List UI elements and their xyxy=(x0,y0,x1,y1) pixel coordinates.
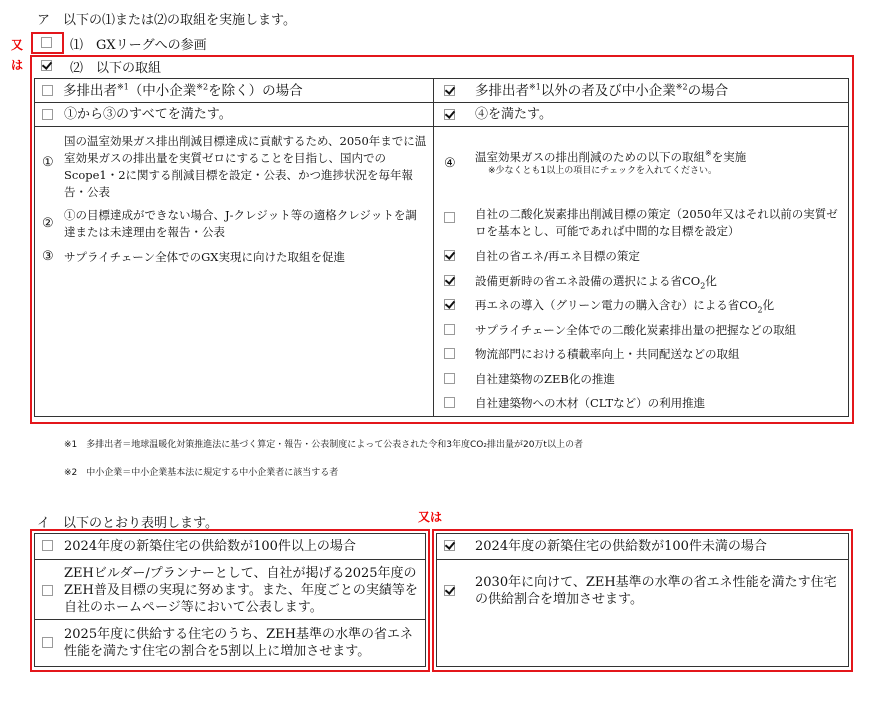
right-decl-label-2: 2030年に向けて、ZEH基準の水準の省エネ性能を満たす住宅の供給割合を増加させます。 xyxy=(475,575,837,607)
action-label-8: 自社建築物への木材（CLTなど）の利用推進 xyxy=(475,396,706,410)
left-decl-checkbox-2[interactable] xyxy=(42,585,53,596)
footnote-2: ※2 中小企業＝中小企業基本法に規定する中小企業者に該当する者 xyxy=(64,468,339,478)
action-checkbox-3[interactable] xyxy=(444,275,455,286)
item2-text: ①の目標達成ができない場合、J-クレジット等の適格クレジットを調達または未達理由を報告・公表 xyxy=(64,208,417,239)
right-sub-label: ④を満たす。 xyxy=(475,107,552,122)
option1-checkbox[interactable] xyxy=(41,37,52,48)
or-label-2: 又は xyxy=(418,510,443,524)
left-decl-label-2: ZEHビルダー/プランナーとして、自社が掲げる2025年度のZEH普及目標の実現に努めます。また、年度ごとの実績等を自社のホームページ等において公表します。 xyxy=(64,566,418,615)
left-sub-checkbox[interactable] xyxy=(42,109,53,120)
right-header-label: 多排出者$^{※1}$以外の者及び中小企業$^{※2}$の場合 xyxy=(475,82,729,99)
table-divider xyxy=(433,78,434,417)
option1-label: ⑴ GXリーグへの参画 xyxy=(70,38,207,53)
right-decl-checkbox-1[interactable] xyxy=(444,540,455,551)
left-sub-label: ①から③のすべてを満たす。 xyxy=(64,107,232,122)
footnote-1: ※1 多排出者＝地球温暖化対策推進法に基づく算定・報告・公表制度によって公表された令和3年度CO₂排出量が20万t以上の者 xyxy=(64,440,583,450)
action-checkbox-5[interactable] xyxy=(444,324,455,335)
right-decl-checkbox-2[interactable] xyxy=(444,585,455,596)
action-label-5: サプライチェーン全体での二酸化炭素排出量の把握などの取組 xyxy=(475,323,797,337)
action-label-4: 再エネの導入（グリーン電力の購入含む）による省$CO_2$化 xyxy=(475,298,775,315)
or-label: 又 xyxy=(11,38,24,52)
action-label-1: 自社の二酸化炭素排出削減目標の策定（2050年又はそれ以前の実質ゼロを基本とし、可能であれば中間的な目標を設定） xyxy=(475,207,838,238)
action-checkbox-4[interactable] xyxy=(444,299,455,310)
action-label-6: 物流部門における積載率向上・共同配送などの取組 xyxy=(475,347,740,361)
item3-number: ③ xyxy=(42,249,54,264)
left-header-checkbox[interactable] xyxy=(42,85,53,96)
action-checkbox-2[interactable] xyxy=(444,250,455,261)
item2-number: ② xyxy=(42,216,54,231)
section-i-title: イ 以下のとおり表明します。 xyxy=(37,516,218,531)
criteria-table xyxy=(34,78,849,417)
left-decl-label-3: 2025年度に供給する住宅のうち、ZEH基準の水準の省エネ性能を満たす住宅の割合を5割以上に増加させます。 xyxy=(64,627,413,659)
item4-note: ※少なくとも1以上の項目にチェックを入れてください。 xyxy=(488,166,717,176)
right-sub-checkbox[interactable] xyxy=(444,109,455,120)
item4-text: 温室効果ガスの排出削減のための以下の取組※を実施 xyxy=(475,149,747,164)
action-checkbox-6[interactable] xyxy=(444,348,455,359)
action-checkbox-1[interactable] xyxy=(444,212,455,223)
right-header-checkbox[interactable] xyxy=(444,85,455,96)
action-label-7: 自社建築物のZEB化の推進 xyxy=(475,372,615,386)
left-decl-checkbox-3[interactable] xyxy=(42,637,53,648)
section-a-title: ア 以下の⑴または⑵の取組を実施します。 xyxy=(37,13,296,28)
left-header-label: 多排出者$^{※1}$（中小企業$^{※2}$を除く）の場合 xyxy=(63,82,303,99)
action-checkbox-7[interactable] xyxy=(444,373,455,384)
action-label-3: 設備更新時の省エネ設備の選択による省$CO_2$化 xyxy=(475,274,717,291)
option2-checkbox[interactable] xyxy=(41,60,52,71)
item4-number: ④ xyxy=(444,156,456,171)
left-decl-checkbox-1[interactable] xyxy=(42,540,53,551)
right-decl-label-1: 2024年度の新築住宅の供給数が100件未満の場合 xyxy=(475,539,767,554)
item1-text: 国の温室効果ガス排出削減目標達成に貢献するため、2050年までに温室効果ガスの排出量を実質ゼロにすることを目指し、国内でのScope1・2に関する削減目標を設定・公表、かつ進捗状況を毎年報告・公表 xyxy=(64,134,427,199)
item3-text: サプライチェーン全体でのGX実現に向けた取組を促進 xyxy=(64,250,345,264)
item1-number: ① xyxy=(42,155,54,170)
option2-label: ⑵ 以下の取組 xyxy=(70,61,162,76)
action-label-2: 自社の省エネ/再エネ目標の策定 xyxy=(475,249,640,263)
left-decl-label-1: 2024年度の新築住宅の供給数が100件以上の場合 xyxy=(64,539,356,554)
ha-label: は xyxy=(11,58,24,72)
action-checkbox-8[interactable] xyxy=(444,397,455,408)
